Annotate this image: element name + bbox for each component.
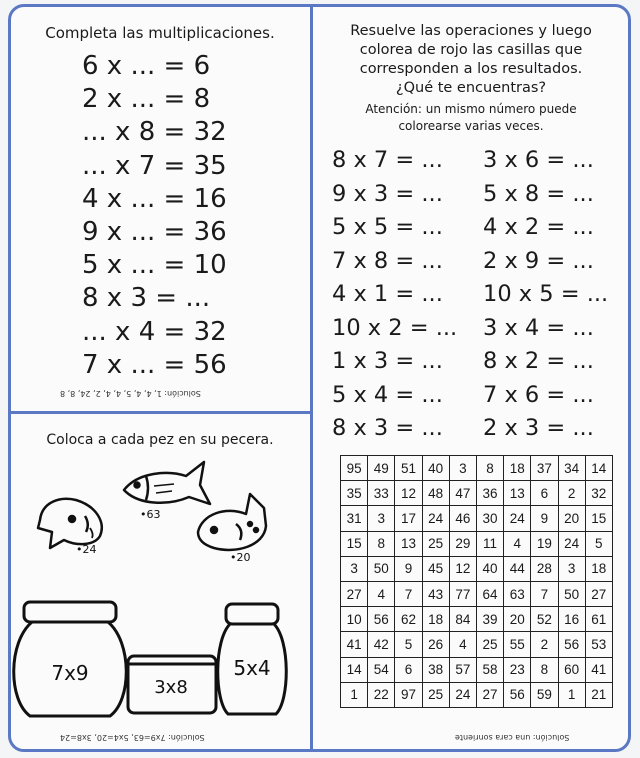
grid-cell[interactable]: 8 (368, 531, 395, 556)
grid-cell[interactable]: 50 (558, 581, 585, 606)
grid-cell[interactable]: 9 (531, 506, 558, 531)
grid-cell[interactable]: 61 (585, 607, 612, 632)
operation-row: 4 x 2 = ... (483, 214, 594, 240)
grid-cell[interactable]: 26 (422, 632, 449, 657)
bowl-label: 7x9 (51, 661, 89, 685)
operation-row: 7 x 8 = ... (332, 247, 443, 274)
grid-cell[interactable]: 55 (504, 632, 531, 657)
grid-cell[interactable]: 20 (558, 506, 585, 531)
grid-cell[interactable]: 24 (422, 506, 449, 531)
instruction-line: ¿Qué te encuentras? (395, 80, 547, 96)
fish-dot-label: •20 (230, 551, 251, 564)
multiplication-solution: Solución: 1, 4, 4, 5, 4, 4, 2, 24, 8, 8 (60, 389, 201, 398)
fish-63-icon (124, 462, 210, 504)
grid-cell[interactable]: 6 (395, 657, 422, 682)
operation-row: 5 x 5 = ... (332, 214, 443, 240)
grid-cell[interactable]: 95 (341, 456, 368, 481)
grid-cell[interactable]: 17 (395, 506, 422, 531)
operation-row: 5 x 4 = ... (332, 381, 443, 408)
instruction-line: colorea de rojo las casillas que (359, 42, 583, 58)
fish-solution: Solución: 7x9=63, 5x4=20, 3x8=24 (60, 733, 205, 742)
grid-cell[interactable]: 63 (504, 581, 531, 606)
grid-cell[interactable]: 9 (395, 556, 422, 581)
grid-cell[interactable]: 59 (531, 682, 558, 707)
operation-row: 1 x 3 = ... (332, 348, 443, 374)
fishbowl-1-icon (14, 602, 127, 716)
grid-cell[interactable]: 48 (422, 481, 449, 506)
grid-cell[interactable]: 24 (558, 531, 585, 556)
grid-cell[interactable]: 10 (341, 607, 368, 632)
instruction-line: Resuelve las operaciones y luego (350, 23, 592, 39)
grid-cell[interactable]: 25 (476, 632, 503, 657)
multiplication-row: 4 x ... = 16 (82, 183, 227, 214)
grid-cell[interactable]: 16 (558, 607, 585, 632)
grid-cell[interactable]: 15 (585, 506, 612, 531)
instruction-line: corresponden a los resultados. (359, 61, 583, 77)
operation-row: 2 x 9 = ... (483, 247, 594, 274)
grid-cell[interactable]: 35 (341, 481, 368, 506)
grid-cell[interactable]: 1 (341, 682, 368, 707)
operation-row: 5 x 8 = ... (483, 180, 594, 207)
grid-cell[interactable]: 40 (476, 556, 503, 581)
grid-cell[interactable]: 5 (395, 632, 422, 657)
operation-row: 2 x 3 = ... (483, 415, 594, 441)
grid-cell[interactable]: 2 (531, 632, 558, 657)
grid-cell[interactable]: 3 (368, 506, 395, 531)
multiplication-row: 6 x ... = 6 (82, 51, 211, 81)
grid-cell[interactable]: 21 (585, 682, 612, 707)
grid-cell[interactable]: 1 (558, 682, 585, 707)
multiplication-row: 2 x ... = 8 (82, 84, 211, 115)
grid-cell[interactable]: 64 (476, 581, 503, 606)
grid-cell[interactable]: 3 (341, 556, 368, 581)
grid-cell[interactable]: 19 (531, 531, 558, 556)
grid-cell[interactable]: 36 (476, 481, 503, 506)
grid-cell[interactable]: 23 (504, 657, 531, 682)
grid-cell[interactable]: 27 (476, 682, 503, 707)
grid-cell[interactable]: 84 (449, 607, 476, 632)
note-line: Atención: un mismo número puede (365, 102, 577, 116)
fish-dot-label: •24 (76, 543, 97, 556)
grid-cell[interactable]: 14 (585, 456, 612, 481)
grid-cell[interactable]: 18 (422, 607, 449, 632)
grid-cell[interactable]: 32 (585, 481, 612, 506)
operation-row: 3 x 6 = ... (483, 147, 594, 173)
grid-cell[interactable]: 14 (341, 657, 368, 682)
note-line: colorearse varias veces. (398, 119, 544, 133)
multiplication-row: 5 x ... = 10 (82, 250, 227, 281)
grid-cell[interactable]: 58 (476, 657, 503, 682)
grid-cell[interactable]: 62 (395, 607, 422, 632)
grid-cell[interactable]: 52 (531, 607, 558, 632)
grid-cell[interactable]: 13 (504, 481, 531, 506)
grid-cell[interactable]: 3 (449, 456, 476, 481)
grid-cell[interactable]: 46 (449, 506, 476, 531)
operation-row: 10 x 5 = ... (483, 281, 609, 307)
multiplication-title: Completa las multiplicaciones. (45, 24, 275, 42)
grid-cell[interactable]: 33 (368, 481, 395, 506)
operation-row: 8 x 2 = ... (483, 348, 594, 374)
grid-cell[interactable]: 44 (504, 556, 531, 581)
grid-cell[interactable]: 53 (585, 632, 612, 657)
fish-title: Coloca a cada pez en su pecera. (46, 432, 274, 448)
grid-solution: Solución: una cara sonriente (455, 733, 570, 742)
fish-24-icon (38, 499, 102, 548)
grid-cell[interactable]: 37 (531, 456, 558, 481)
grid-cell[interactable]: 8 (476, 456, 503, 481)
grid-cell[interactable]: 12 (395, 481, 422, 506)
multiplication-row: ... x 4 = 32 (82, 316, 227, 347)
grid-cell[interactable]: 56 (368, 607, 395, 632)
grid-cell[interactable]: 34 (558, 456, 585, 481)
grid-cell[interactable]: 15 (341, 531, 368, 556)
grid-cell[interactable]: 28 (531, 556, 558, 581)
operation-row: 8 x 3 = ... (332, 415, 443, 441)
operation-row: 7 x 6 = ... (483, 381, 594, 408)
grid-cell[interactable]: 13 (395, 531, 422, 556)
grid-cell[interactable]: 8 (531, 657, 558, 682)
grid-cell[interactable]: 57 (449, 657, 476, 682)
grid-cell[interactable]: 39 (476, 607, 503, 632)
grid-cell[interactable]: 4 (368, 581, 395, 606)
bowl-label: 5x4 (233, 656, 271, 680)
grid-cell[interactable]: 40 (422, 456, 449, 481)
grid-cell[interactable]: 77 (449, 581, 476, 606)
grid-cell[interactable]: 43 (422, 581, 449, 606)
grid-cell[interactable]: 5 (585, 531, 612, 556)
grid-cell[interactable]: 12 (449, 556, 476, 581)
grid-cell[interactable]: 56 (504, 682, 531, 707)
grid-cell[interactable]: 51 (395, 456, 422, 481)
grid-cell[interactable]: 25 (422, 682, 449, 707)
operation-row: 10 x 2 = ... (332, 314, 458, 341)
grid-cell[interactable]: 56 (558, 632, 585, 657)
grid-cell[interactable]: 41 (341, 632, 368, 657)
multiplication-row: ... x 8 = 32 (82, 117, 227, 148)
grid-cell[interactable]: 27 (341, 581, 368, 606)
grid-cell[interactable]: 42 (368, 632, 395, 657)
grid-cell[interactable]: 29 (449, 531, 476, 556)
grid-cell[interactable]: 49 (368, 456, 395, 481)
grid-cell[interactable]: 3 (558, 556, 585, 581)
grid-cell[interactable]: 7 (395, 581, 422, 606)
grid-cell[interactable]: 6 (531, 481, 558, 506)
grid-cell[interactable]: 97 (395, 682, 422, 707)
grid-cell[interactable]: 4 (504, 531, 531, 556)
multiplication-row: 9 x ... = 36 (82, 216, 227, 247)
multiplication-row: 7 x ... = 56 (82, 349, 227, 380)
grid-cell[interactable]: 22 (368, 682, 395, 707)
grid-cell[interactable]: 41 (585, 657, 612, 682)
grid-cell[interactable]: 18 (504, 456, 531, 481)
grid-cell[interactable]: 45 (422, 556, 449, 581)
grid-cell[interactable]: 54 (368, 657, 395, 682)
grid-cell[interactable]: 31 (341, 506, 368, 531)
grid-cell[interactable]: 50 (368, 556, 395, 581)
grid-cell[interactable]: 18 (585, 556, 612, 581)
grid-cell[interactable]: 7 (531, 581, 558, 606)
grid-cell[interactable]: 27 (585, 581, 612, 606)
fish-dot-label: •63 (140, 508, 161, 521)
multiplication-row: ... x 7 = 35 (82, 150, 227, 181)
grid-cell[interactable]: 2 (558, 481, 585, 506)
multiplication-row: 8 x 3 = ... (82, 283, 211, 314)
bowl-label: 3x8 (154, 677, 188, 698)
grid-cell[interactable]: 24 (504, 506, 531, 531)
grid-cell[interactable]: 60 (558, 657, 585, 682)
grid-cell[interactable]: 20 (504, 607, 531, 632)
operation-row: 8 x 7 = ... (332, 147, 443, 173)
grid-cell[interactable]: 30 (476, 506, 503, 531)
grid-cell[interactable]: 25 (422, 531, 449, 556)
operation-row: 4 x 1 = ... (332, 281, 443, 307)
operation-row: 3 x 4 = ... (483, 314, 594, 341)
grid-cell[interactable]: 47 (449, 481, 476, 506)
grid-cell[interactable]: 11 (476, 531, 503, 556)
grid-cell[interactable]: 38 (422, 657, 449, 682)
grid-cell[interactable]: 4 (449, 632, 476, 657)
grid-cell[interactable]: 24 (449, 682, 476, 707)
operation-row: 9 x 3 = ... (332, 180, 443, 207)
